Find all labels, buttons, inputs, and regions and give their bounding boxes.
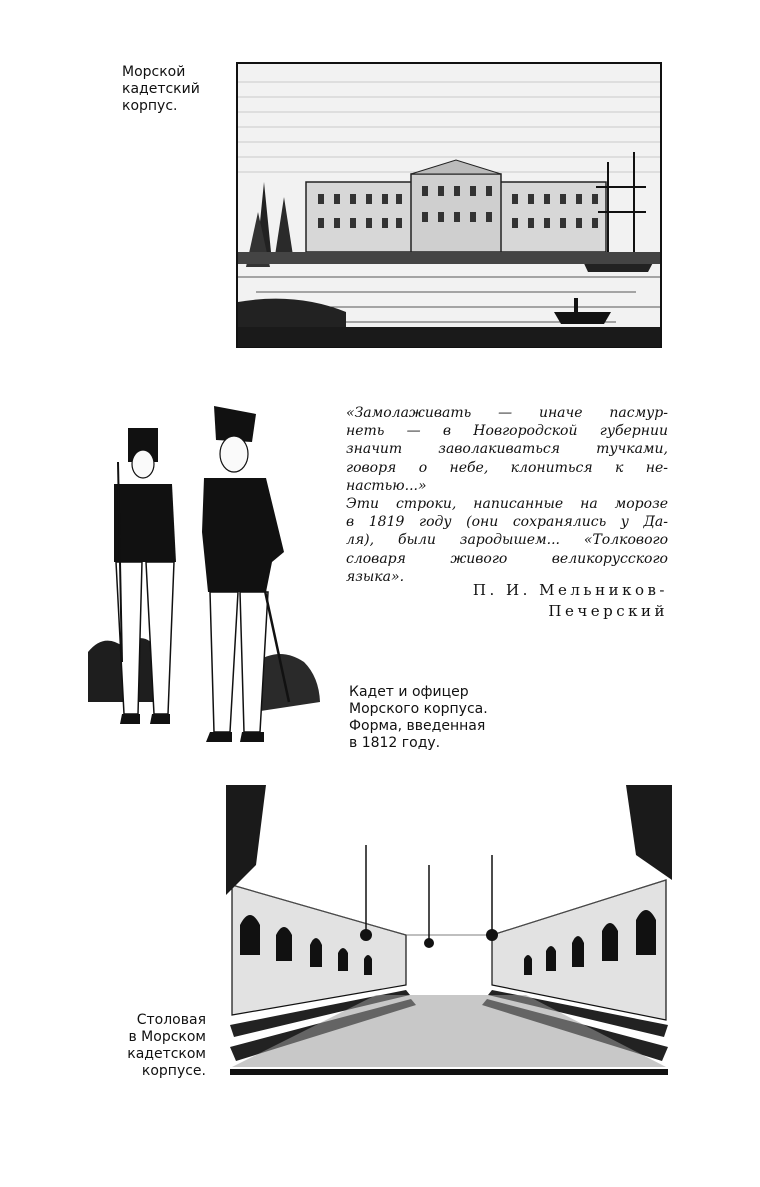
dining-hall-engraving — [226, 785, 672, 1077]
quote-line: Эти строки, написанные на морозе — [346, 496, 668, 513]
caption-uniform: Кадет и офицер Морского корпуса. Форма, введенная в 1812 году. — [349, 684, 488, 751]
quote-author — [420, 580, 668, 622]
corps-building-engraving — [236, 62, 662, 348]
quote-line: языка». — [346, 568, 405, 585]
author-line: П. И. Мельников- — [472, 581, 668, 599]
quote-line: в 1819 году (они сохранялись у Да- — [346, 514, 668, 531]
quote-line: настью...» — [346, 477, 427, 494]
quote-line: ля), были зародышем... «Толкового — [346, 532, 668, 549]
quote-line: «Замолаживать — иначе пасмур- — [346, 405, 668, 421]
author-line: Печерский — [548, 602, 668, 620]
corps-building-illustration — [236, 62, 662, 348]
caption-corps: Морской кадетский корпус. — [122, 64, 200, 114]
cadet-officer-figure — [84, 402, 324, 752]
quote-block — [346, 404, 668, 586]
quote-line: неть — в Новгородской губернии — [346, 423, 668, 440]
dining-hall-illustration — [226, 785, 672, 1077]
quote-line: значит заволакиваться тучками, — [346, 441, 668, 458]
caption-dining: Столовая в Морском кадетском корпусе. — [127, 1012, 206, 1079]
cadet-officer-illustration — [84, 402, 324, 752]
quote-line: говоря о небе, клониться к не- — [346, 459, 668, 476]
quote-line: словаря живого великорусского — [346, 550, 668, 567]
